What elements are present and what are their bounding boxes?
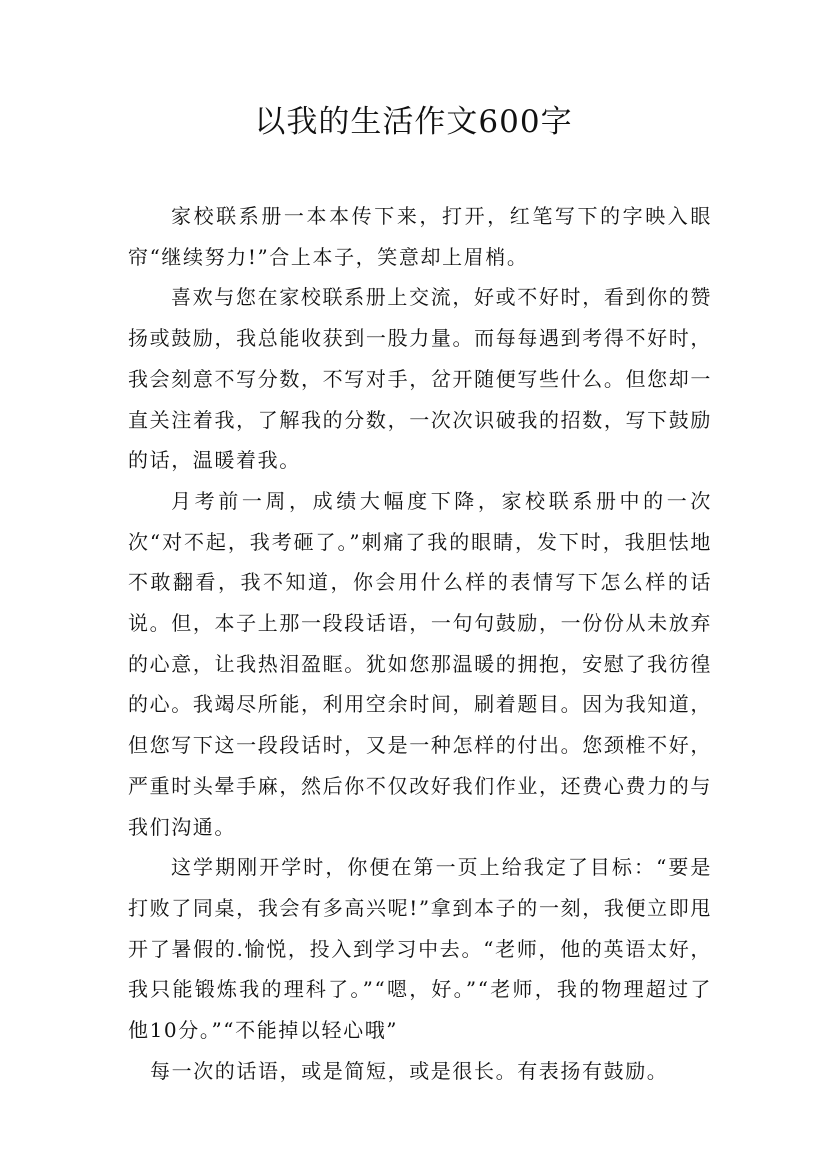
document-body [128, 196, 712, 1091]
paragraph-1: 家校联系册一本本传下来，打开，红笔写下的字映入眼帘“继续努力!”合上本子，笑意却上眉梢。 [128, 204, 712, 269]
paragraph-4: 这学期刚开学时，你便在第一页上给我定了目标：“要是打败了同桌，我会有多高兴呢!”拿到本子的一刻，我便立即甩开了暑假的.愉悦，投入到学习中去。“老师，他的英语太好，我只能锻炼我的理科了。”“嗯，好。”“老师，我的物理超过了他10分。”“不能掉以轻心哦” [128, 855, 712, 1043]
paragraph-2: 喜欢与您在家校联系册上交流，好或不好时，看到你的赞扬或鼓励，我总能收获到一股力量。而每每遇到考得不好时，我会刻意不写分数，不写对手，岔开随便写些什么。但您却一直关注着我，了解我的分数，一次次识破我的招数，写下鼓励的话，温暖着我。 [128, 285, 712, 473]
paragraph-5: 每一次的话语，或是简短，或是很长。有表扬有鼓励。 [150, 1058, 669, 1083]
document-title: 以我的生活作文600字 [254, 104, 573, 140]
paragraph-3: 月考前一周，成绩大幅度下降，家校联系册中的一次次“对不起，我考砸了。”刺痛了我的眼睛，发下时，我胆怯地不敢翻看，我不知道，你会用什么样的表情写下怎么样的话说。但，本子上那一段段话语，一句句鼓励，一份份从未放弃的心意，让我热泪盈眶。犹如您那温暖的拥抱，安慰了我彷徨的心。我竭尽所能，利用空余时间，刷着题目。因为我知道，但您写下这一段段话时，又是一种怎样的付出。您颈椎不好，严重时头晕手麻，然后你不仅改好我们作业，还费心费力的与我们沟通。 [128, 488, 712, 839]
